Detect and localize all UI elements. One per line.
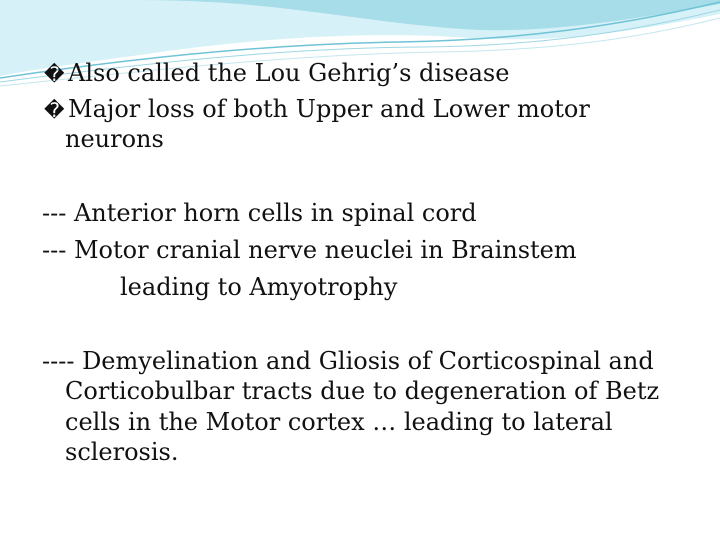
bullet-icon: �: [44, 98, 65, 122]
bullet-item: [44, 95, 590, 124]
text-line: --- Anterior horn cells in spinal cord: [42, 199, 477, 227]
text-line-indented: leading to Amyotrophy: [120, 273, 398, 301]
bullet-icon: �: [44, 62, 65, 86]
bullet-continuation: neurons: [65, 125, 164, 153]
text-line: sclerosis.: [65, 438, 179, 466]
text-line: Corticobulbar tracts due to degeneration of Betz: [65, 377, 660, 405]
text-line: ---- Demyelination and Gliosis of Corticospinal and: [42, 347, 654, 375]
text-line: --- Motor cranial nerve neuclei in Brainstem: [42, 236, 577, 264]
text-line: cells in the Motor cortex … leading to lateral: [65, 408, 613, 436]
bullet-text: Major loss of both Upper and Lower motor: [68, 95, 590, 123]
bullet-item: [44, 59, 509, 88]
bullet-text: Also called the Lou Gehrig’s disease: [68, 59, 510, 87]
